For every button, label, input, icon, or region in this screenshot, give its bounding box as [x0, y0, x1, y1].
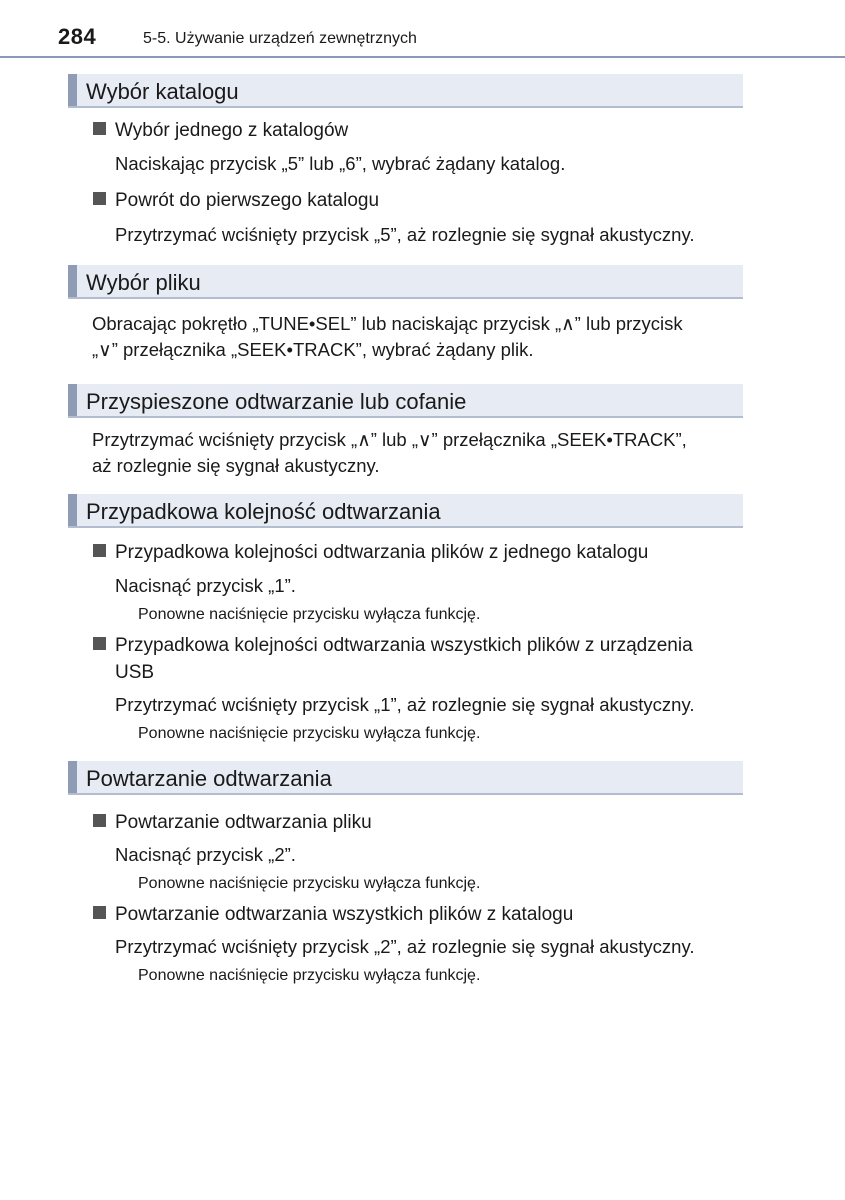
instruction-text: Naciskając przycisk „5” lub „6”, wybrać żądany katalog. — [115, 153, 566, 174]
page-header — [0, 0, 845, 58]
paragraph-line: „∨” przełącznika „SEEK•TRACK”, wybrać żądany plik. — [92, 339, 534, 360]
instruction-text: Przytrzymać wciśnięty przycisk „5”, aż rozlegnie się sygnał akustyczny. — [115, 224, 695, 245]
section-heading-fastforward — [68, 384, 743, 418]
square-bullet-icon — [93, 814, 106, 827]
square-bullet-icon — [93, 637, 106, 650]
note-text: Ponowne naciśnięcie przycisku wyłącza funkcję. — [138, 967, 481, 984]
section-heading-random — [68, 494, 743, 528]
section-title: Powtarzanie odtwarzania — [86, 766, 332, 791]
section-title: Przypadkowa kolejność odtwarzania — [86, 499, 441, 524]
subheading-text: Powrót do pierwszego katalogu — [115, 190, 380, 211]
section-heading-repeat — [68, 761, 743, 795]
instruction-text: Nacisnąć przycisk „1”. — [115, 575, 296, 596]
subheading-text: Powtarzanie odtwarzania wszystkich plików z katalogu — [115, 904, 574, 925]
subheading-random-folder — [93, 542, 648, 564]
subheading-text: Przypadkowa kolejności odtwarzania wszystkich plików z urządzenia — [115, 635, 693, 656]
square-bullet-icon — [93, 544, 106, 557]
subheading-folder-select — [93, 120, 348, 142]
subheading-folder-return — [93, 190, 379, 212]
page-number: 284 — [58, 24, 97, 49]
square-bullet-icon — [93, 192, 106, 205]
paragraph-line: aż rozlegnie się sygnał akustyczny. — [92, 455, 380, 476]
subheading-text: Wybór jednego z katalogów — [115, 120, 349, 141]
header-rule — [0, 56, 845, 58]
instruction-text: Przytrzymać wciśnięty przycisk „1”, aż rozlegnie się sygnał akustyczny. — [115, 694, 695, 715]
square-bullet-icon — [93, 122, 106, 135]
instruction-text: Przytrzymać wciśnięty przycisk „2”, aż rozlegnie się sygnał akustyczny. — [115, 936, 695, 957]
section-heading-file — [68, 265, 743, 299]
subheading-text: Przypadkowa kolejności odtwarzania plików z jednego katalogu — [115, 542, 649, 563]
section-heading-folder — [68, 74, 743, 108]
section-title: Wybór pliku — [86, 270, 201, 295]
note-text: Ponowne naciśnięcie przycisku wyłącza funkcję. — [138, 875, 481, 892]
paragraph-line: Przytrzymać wciśnięty przycisk „∧” lub „∨” przełącznika „SEEK•TRACK”, — [92, 429, 687, 450]
subheading-text: Powtarzanie odtwarzania pliku — [115, 812, 372, 833]
subheading-repeat-file — [93, 812, 372, 834]
subheading-random-usb — [93, 635, 693, 657]
note-text: Ponowne naciśnięcie przycisku wyłącza funkcję. — [138, 606, 481, 623]
instruction-text: Nacisnąć przycisk „2”. — [115, 844, 296, 865]
chapter-title: 5-5. Używanie urządzeń zewnętrznych — [143, 30, 417, 47]
section-title: Wybór katalogu — [86, 79, 239, 104]
paragraph-line: Obracając pokrętło „TUNE•SEL” lub naciskając przycisk „∧” lub przycisk — [92, 313, 683, 334]
subheading-repeat-folder — [93, 904, 573, 926]
section-title: Przyspieszone odtwarzanie lub cofanie — [86, 389, 467, 414]
note-text: Ponowne naciśnięcie przycisku wyłącza funkcję. — [138, 725, 481, 742]
subheading-continuation: USB — [115, 662, 155, 683]
square-bullet-icon — [93, 906, 106, 919]
